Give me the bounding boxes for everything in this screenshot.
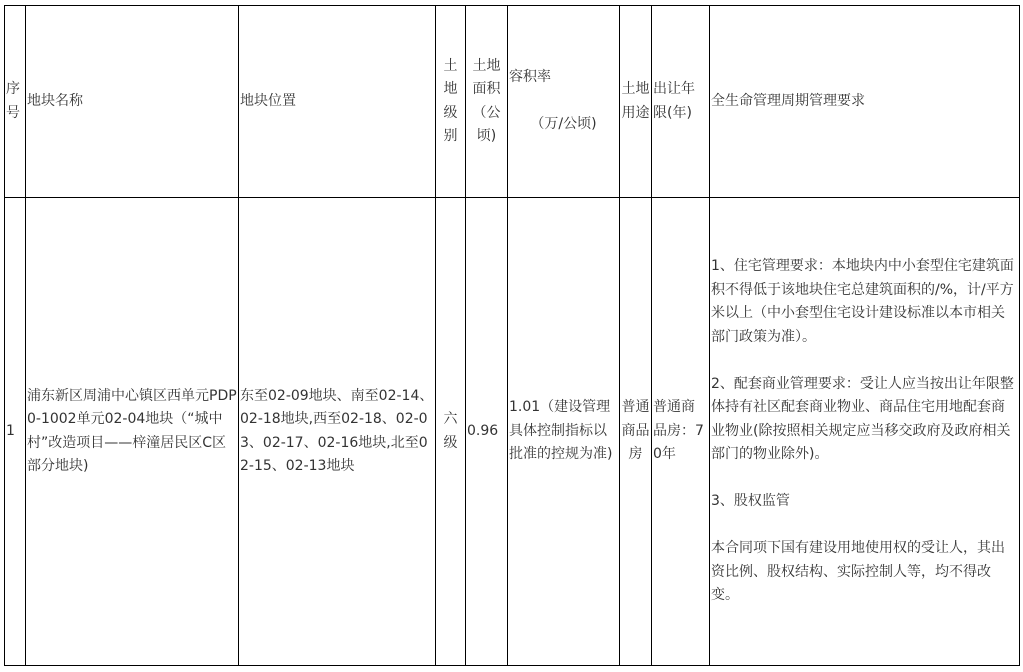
table-row xyxy=(5,198,1020,666)
header-usage: 土地用途 xyxy=(620,6,652,198)
cell-area: 0.96 xyxy=(466,198,508,666)
cell-name: 浦东新区周浦中心镇区西单元PDP0-1002单元02-04地块（“城中村”改造项目——梓潼居民区C区部分地块) xyxy=(26,198,239,666)
requirement-commercial: 2、配套商业管理要求：受让人应当按出让年限整体持有社区配套商业物业、商品住宅用地配套商业物业(除按照相关规定应当移交政府及政府相关部门的物业除外)。 xyxy=(711,375,1014,463)
header-far-unit: （万/公顷) xyxy=(530,116,597,133)
cell-location: 东至02-09地块、南至02-14、02-18地块,西至02-18、02-03、02-17、02-16地块,北至02-15、02-13地块 xyxy=(239,198,436,666)
header-name: 地块名称 xyxy=(26,6,239,198)
header-term: 出让年限(年) xyxy=(652,6,710,198)
cell-requirements xyxy=(710,198,1020,666)
header-far-label: 容积率 xyxy=(509,69,551,86)
cell-far: 1.01（建设管理具体控制指标以批准的控规为准) xyxy=(508,198,620,666)
header-area: 土地面积（公顷) xyxy=(466,6,508,198)
header-far xyxy=(508,6,620,198)
header-grade: 土地级别 xyxy=(436,6,466,198)
land-parcel-table xyxy=(4,5,1020,666)
table-header-row xyxy=(5,6,1020,198)
header-seq: 序号 xyxy=(5,6,26,198)
requirement-housing: 1、住宅管理要求：本地块内中小套型住宅建筑面积不得低于该地块住宅总建筑面积的/%，计/平方米以上（中小套型住宅设计建设标准以本市相关部门政策为准）。 xyxy=(711,258,1014,345)
requirement-equity-title: 3、股权监管 xyxy=(711,493,790,510)
cell-usage: 普通商品房 xyxy=(620,198,652,666)
header-requirements: 全生命管理周期管理要求 xyxy=(710,6,1020,198)
cell-grade: 六级 xyxy=(436,198,466,666)
header-location: 地块位置 xyxy=(239,6,436,198)
requirement-equity-detail: 本合同项下国有建设用地使用权的受让人，其出资比例、股权结构、实际控制人等，均不得改变。 xyxy=(711,540,1005,604)
cell-seq: 1 xyxy=(5,198,26,666)
cell-term: 普通商品房：70年 xyxy=(652,198,710,666)
